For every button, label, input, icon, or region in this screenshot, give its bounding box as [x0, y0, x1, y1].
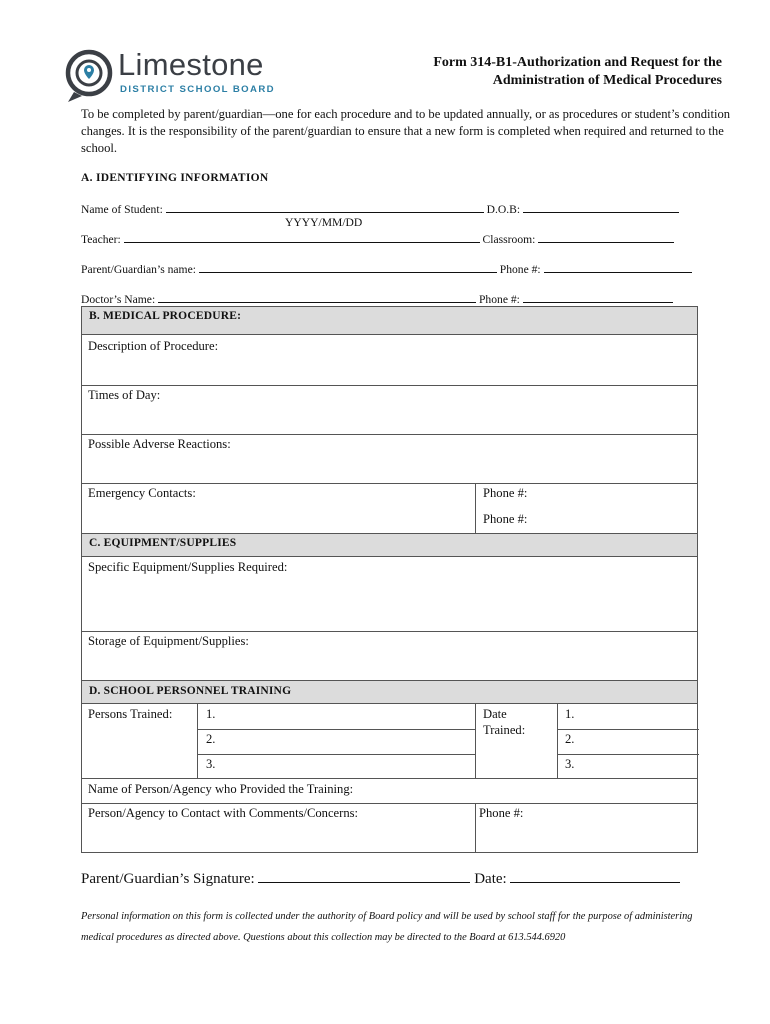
signature-row — [81, 868, 680, 888]
parent-phone-label: Phone #: — [499, 263, 541, 276]
divider — [82, 483, 697, 484]
student-name-field[interactable] — [166, 201, 484, 213]
date-trained-line1: Date — [483, 707, 507, 721]
divider — [475, 803, 476, 853]
training-provider-label: Name of Person/Agency who Provided the Training: — [88, 782, 354, 796]
dob-format-hint: YYYY/MM/DD — [285, 216, 363, 229]
equipment-storage-label: Storage of Equipment/Supplies: — [88, 634, 249, 648]
limestone-logo-icon — [64, 46, 116, 104]
doctor-row — [81, 291, 673, 307]
form-title-line2: Administration of Medical Procedures — [492, 73, 722, 88]
logo-subtitle: DISTRICT SCHOOL BOARD — [120, 84, 276, 95]
trained-person-3[interactable]: 3. — [206, 757, 216, 771]
training-date-3[interactable]: 3. — [565, 757, 575, 771]
divider — [557, 729, 699, 730]
times-of-day-label: Times of Day: — [88, 388, 161, 402]
divider — [197, 729, 475, 730]
form-title-line1: Form 314-B1-Authorization and Request for the — [433, 55, 722, 70]
classroom-label: Classroom: — [482, 233, 536, 246]
divider — [82, 778, 697, 779]
emergency-contacts-label: Emergency Contacts: — [88, 486, 196, 500]
trained-person-1[interactable]: 1. — [206, 707, 216, 721]
emergency-phone-2-label: Phone #: — [483, 512, 528, 526]
parent-name-field[interactable] — [199, 261, 497, 273]
date-trained-label — [483, 706, 525, 738]
signature-label: Parent/Guardian’s Signature: — [81, 871, 255, 887]
divider — [557, 704, 558, 778]
emergency-phone-1-label: Phone #: — [483, 486, 528, 500]
classroom-field[interactable] — [538, 231, 674, 243]
student-label: Name of Student: — [81, 203, 163, 216]
concerns-contact-label: Person/Agency to Contact with Comments/Concerns: — [88, 806, 359, 820]
procedure-description-label: Description of Procedure: — [88, 339, 219, 353]
trained-person-2[interactable]: 2. — [206, 732, 216, 746]
section-c-heading: C. EQUIPMENT/SUPPLIES — [82, 533, 697, 557]
section-a-heading: A. IDENTIFYING INFORMATION — [81, 172, 269, 184]
adverse-reactions-label: Possible Adverse Reactions: — [88, 437, 231, 451]
divider — [82, 803, 697, 804]
divider — [475, 483, 476, 533]
doctor-phone-field[interactable] — [523, 291, 673, 303]
form-title — [433, 54, 722, 90]
divider — [82, 631, 697, 632]
teacher-label: Teacher: — [81, 233, 121, 246]
divider — [557, 754, 699, 755]
divider — [197, 704, 198, 778]
teacher-row — [81, 231, 674, 247]
section-b-heading: B. MEDICAL PROCEDURE: — [82, 307, 697, 335]
doctor-phone-label: Phone #: — [478, 293, 520, 306]
doctor-name-label: Doctor’s Name: — [81, 293, 156, 306]
parent-phone-field[interactable] — [544, 261, 692, 273]
signature-date-field[interactable] — [510, 868, 680, 883]
concerns-phone-label: Phone #: — [479, 806, 524, 820]
parent-row — [81, 261, 692, 277]
divider — [475, 704, 476, 778]
divider — [197, 754, 475, 755]
teacher-field[interactable] — [124, 231, 480, 243]
parent-name-label: Parent/Guardian’s name: — [81, 263, 196, 276]
training-date-2[interactable]: 2. — [565, 732, 575, 746]
persons-trained-label: Persons Trained: — [88, 707, 173, 721]
procedure-form-table — [81, 306, 698, 853]
doctor-name-field[interactable] — [158, 291, 476, 303]
divider — [82, 434, 697, 435]
logo-wordmark: Limestone — [118, 47, 264, 82]
equipment-required-label: Specific Equipment/Supplies Required: — [88, 560, 288, 574]
section-d-heading: D. SCHOOL PERSONNEL TRAINING — [82, 680, 697, 704]
dob-label: D.O.B: — [486, 203, 521, 216]
training-date-1[interactable]: 1. — [565, 707, 575, 721]
signature-date-label: Date: — [474, 871, 507, 887]
dob-field[interactable] — [523, 201, 679, 213]
divider — [82, 385, 697, 386]
student-row — [81, 201, 679, 217]
intro-text: To be completed by parent/guardian—one for each procedure and to be updated annually, or as procedures or student’s condition changes. It is the responsibility of the parent/guardian to ensure that a new form is completed when required and returned to the school. — [81, 107, 731, 155]
date-trained-line2: Trained: — [483, 723, 526, 737]
signature-field[interactable] — [258, 868, 470, 883]
privacy-notice: Personal information on this form is collected under the authority of Board policy and will be used by school staff for the purpose of administering medical procedures as directed above. Questions about this collection may be directed to the Board at 613.544.6920 — [81, 911, 693, 943]
